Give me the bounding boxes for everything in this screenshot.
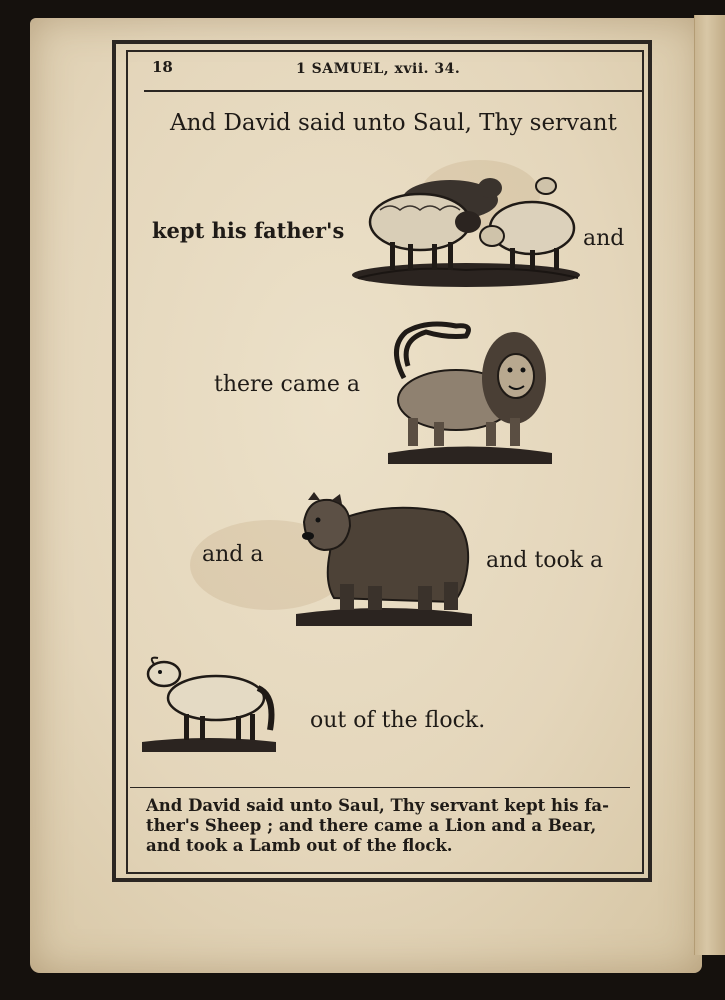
- rebus-line-2-right: and: [583, 226, 625, 251]
- footer-rule: [130, 787, 630, 788]
- bear-woodcut: [294, 492, 474, 628]
- sheep-woodcut: [350, 170, 582, 290]
- lamb-woodcut: [140, 652, 278, 754]
- rebus-line-4-left: and a: [202, 542, 264, 567]
- running-head: 1 SAMUEL, xvii. 34.: [296, 61, 461, 77]
- caption: And David said unto Saul, Thy servant kept his fa-ther's Sheep ; and there came a Lion and a Bear, and took a Lamb out of the flock.: [146, 796, 609, 855]
- rebus-line-3-left: there came a: [214, 372, 360, 397]
- page-edge: [694, 15, 725, 955]
- rebus-line-2-left: kept his father's: [152, 218, 345, 243]
- lion-woodcut: [386, 318, 554, 468]
- rebus-line-1: And David said unto Saul, Thy servant: [170, 110, 617, 136]
- rebus-line-4-right: and took a: [486, 548, 604, 573]
- page-number: 18: [152, 58, 173, 76]
- header-rule: [144, 90, 642, 92]
- rebus-line-5-right: out of the flock.: [310, 708, 486, 733]
